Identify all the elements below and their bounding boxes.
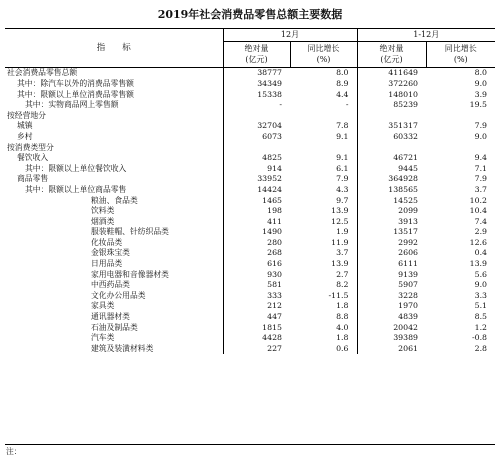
cell-ytd-abs: 2606: [357, 248, 426, 259]
row-label: 家用电器和音像器材类: [91, 269, 169, 279]
cell-dec-abs: 333: [223, 290, 290, 301]
cell-ytd-yoy: 0.4: [474, 248, 488, 258]
header-abs-label-ytd: 绝对量: [379, 44, 404, 53]
cell-dec-yoy: 4.0: [336, 322, 349, 332]
cell-ytd-abs: 138565: [357, 185, 426, 196]
cell-ytd-yoy: 10.2: [469, 195, 488, 205]
cell-ytd-abs: 2992: [357, 238, 426, 249]
table-row: [5, 153, 495, 164]
row-label: 服装鞋帽、针纺织品类: [91, 227, 169, 237]
table-row: [5, 227, 495, 238]
table-row: [5, 206, 495, 217]
header-abs-unit-ytd: (亿元): [380, 55, 403, 64]
table-row: [5, 132, 495, 143]
table-row: [5, 121, 495, 132]
cell-dec-abs: [223, 142, 290, 153]
cell-ytd-yoy: 8.5: [474, 312, 488, 322]
row-label: 文化办公用品类: [91, 290, 146, 300]
cell-ytd-yoy: 5.6: [474, 269, 488, 279]
header-indicator: 指 标: [5, 29, 223, 68]
cell-dec-yoy: 1.8: [336, 333, 349, 343]
cell-ytd-yoy: [426, 110, 495, 121]
header-yoy-dec: [290, 42, 357, 68]
cell-ytd-abs: 5907: [357, 280, 426, 291]
row-label: 其中：限额以上单位商品零售: [25, 184, 127, 194]
header-yoy-unit: (%): [316, 55, 331, 64]
row-label: 石油及制品类: [91, 322, 138, 332]
cell-ytd-abs: 46721: [357, 153, 426, 164]
cell-dec-yoy: 0.6: [336, 343, 349, 353]
cell-dec-abs: 268: [223, 248, 290, 259]
row-label: 金银珠宝类: [91, 248, 130, 258]
cell-dec-yoy: 13.9: [331, 206, 349, 216]
cell-dec-abs: 1815: [223, 322, 290, 333]
cell-dec-yoy: 4.4: [336, 89, 349, 99]
cell-dec-abs: 411: [223, 216, 290, 227]
row-label: 中西药品类: [91, 280, 130, 290]
cell-ytd-abs: 6111: [357, 259, 426, 270]
cell-ytd-abs: 3913: [357, 216, 426, 227]
table-row: [5, 195, 495, 206]
table-row: [5, 142, 495, 153]
cell-dec-yoy: [290, 142, 357, 153]
cell-ytd-yoy: 13.9: [469, 259, 488, 269]
cell-dec-yoy: 3.7: [336, 248, 349, 258]
cell-ytd-yoy: 19.5: [469, 100, 488, 110]
cell-ytd-abs: [357, 142, 426, 153]
cell-ytd-yoy: [426, 142, 495, 153]
row-label: 其中：限额以上单位消费品零售额: [17, 89, 134, 99]
row-label: 烟酒类: [91, 216, 115, 226]
header-abs-label: 绝对量: [244, 44, 269, 53]
row-label: 其中：限额以上单位餐饮收入: [25, 163, 127, 173]
row-label: 饮料类: [91, 206, 115, 216]
cell-dec-abs: 4428: [223, 333, 290, 344]
cell-dec-abs: 227: [223, 343, 290, 354]
cell-ytd-abs: 2099: [357, 206, 426, 217]
row-label: 按经营地分: [7, 110, 46, 120]
cell-dec-yoy: -: [345, 100, 349, 110]
cell-dec-abs: 14424: [223, 185, 290, 196]
cell-ytd-yoy: 7.1: [474, 163, 488, 173]
table-row: [5, 68, 495, 79]
row-label: 其中：实物商品网上零售额: [25, 100, 119, 110]
cell-ytd-yoy: 3.9: [474, 89, 488, 99]
cell-dec-abs: 581: [223, 280, 290, 291]
table-row: [5, 343, 495, 354]
row-label: 化妆品类: [91, 237, 123, 247]
cell-dec-abs: 1465: [223, 195, 290, 206]
cell-dec-yoy: 1.8: [336, 301, 349, 311]
cell-ytd-yoy: 12.6: [469, 237, 488, 247]
table-title: 2019年社会消费品零售总额主要数据: [157, 8, 343, 21]
cell-ytd-abs: 20042: [357, 322, 426, 333]
table-row: [5, 100, 495, 111]
cell-dec-yoy: 8.8: [336, 312, 349, 322]
cell-ytd-yoy: 9.0: [474, 78, 488, 88]
cell-dec-abs: 198: [223, 206, 290, 217]
cell-ytd-abs: [357, 110, 426, 121]
row-label: 日用品类: [91, 259, 123, 269]
row-label: 其中：除汽车以外的消费品零售额: [17, 78, 134, 88]
cell-ytd-abs: 39389: [357, 333, 426, 344]
table-row: [5, 110, 495, 121]
table-row: [5, 259, 495, 270]
cell-ytd-abs: 60332: [357, 132, 426, 143]
cell-ytd-abs: 9139: [357, 269, 426, 280]
table-row: [5, 163, 495, 174]
cell-ytd-yoy: -0.8: [471, 333, 488, 343]
header-yoy-label: 同比增长: [307, 44, 340, 53]
cell-ytd-yoy: 8.0: [474, 68, 488, 78]
cell-dec-abs: 930: [223, 269, 290, 280]
table-row: [5, 89, 495, 100]
cell-dec-yoy: 8.9: [336, 78, 349, 88]
bottom-rule: [5, 444, 495, 445]
cell-dec-abs: 212: [223, 301, 290, 312]
header-abs-ytd: [357, 42, 426, 68]
cell-dec-abs: 32704: [223, 121, 290, 132]
row-label: 粮油、食品类: [91, 195, 138, 205]
cell-dec-abs: 616: [223, 259, 290, 270]
cell-ytd-yoy: 9.4: [474, 153, 488, 163]
cell-dec-abs: 6073: [223, 132, 290, 143]
table-row: [5, 269, 495, 280]
cell-dec-yoy: 2.7: [336, 269, 349, 279]
cell-ytd-abs: 2061: [357, 343, 426, 354]
cell-ytd-abs: 13517: [357, 227, 426, 238]
table-row: [5, 238, 495, 249]
row-label: 通讯器材类: [91, 312, 130, 322]
row-label: 按消费类型分: [7, 142, 54, 152]
header-december: 12月: [223, 29, 357, 42]
cell-ytd-yoy: 7.9: [474, 121, 488, 131]
cell-ytd-abs: 4839: [357, 312, 426, 323]
cell-dec-yoy: 4.3: [336, 184, 349, 194]
cell-dec-yoy: 9.7: [336, 195, 349, 205]
cell-dec-abs: 1490: [223, 227, 290, 238]
table-row: [5, 185, 495, 196]
row-label: 家具类: [91, 301, 115, 311]
cell-ytd-abs: 14525: [357, 195, 426, 206]
table-row: [5, 312, 495, 323]
table-row: [5, 280, 495, 291]
table-row: [5, 216, 495, 227]
cell-dec-yoy: 7.8: [336, 121, 349, 131]
cell-ytd-yoy: 9.0: [474, 131, 488, 141]
row-label: 餐饮收入: [17, 153, 49, 163]
cell-ytd-yoy: 5.1: [474, 301, 488, 311]
table-row: [5, 333, 495, 344]
cell-dec-yoy: 9.1: [336, 131, 349, 141]
table-row: [5, 79, 495, 90]
cell-ytd-abs: 372260: [357, 79, 426, 90]
footnote: 注：: [6, 447, 22, 456]
row-label: 汽车类: [91, 333, 115, 343]
cell-ytd-yoy: 7.4: [474, 216, 488, 226]
cell-dec-yoy: 7.9: [336, 174, 349, 184]
cell-ytd-yoy: 3.3: [474, 290, 488, 300]
row-label: 城镇: [17, 121, 33, 131]
cell-dec-abs: -: [223, 100, 290, 111]
cell-ytd-yoy: 9.0: [474, 280, 488, 290]
cell-ytd-abs: 85239: [357, 100, 426, 111]
cell-dec-abs: [223, 110, 290, 121]
table-row: [5, 174, 495, 185]
cell-dec-yoy: 13.9: [331, 259, 349, 269]
cell-dec-yoy: 8.0: [336, 68, 349, 78]
cell-dec-abs: 38777: [223, 68, 290, 79]
cell-dec-abs: 33952: [223, 174, 290, 185]
cell-dec-abs: 914: [223, 163, 290, 174]
header-yoy-ytd: [426, 42, 495, 68]
table-row: [5, 290, 495, 301]
cell-ytd-yoy: 1.2: [474, 322, 488, 332]
row-label: 社会消费品零售总额: [7, 68, 78, 78]
table-body: [5, 68, 495, 355]
cell-dec-yoy: 11.9: [331, 237, 349, 247]
cell-ytd-abs: 351317: [357, 121, 426, 132]
header-abs-unit: (亿元): [245, 55, 268, 64]
cell-dec-abs: 15338: [223, 89, 290, 100]
cell-ytd-yoy: 3.7: [474, 184, 488, 194]
cell-ytd-abs: 3228: [357, 290, 426, 301]
cell-dec-yoy: 12.5: [331, 216, 349, 226]
cell-ytd-yoy: 7.9: [474, 174, 488, 184]
header-yoy-label-ytd: 同比增长: [444, 44, 477, 53]
row-label: 建筑及装潢材料类: [91, 343, 154, 353]
cell-ytd-abs: 9445: [357, 163, 426, 174]
header-yoy-unit-ytd: (%): [453, 55, 468, 64]
cell-ytd-abs: 411649: [357, 68, 426, 79]
cell-ytd-abs: 148010: [357, 89, 426, 100]
data-table: [5, 28, 495, 354]
cell-ytd-abs: 1970: [357, 301, 426, 312]
cell-dec-yoy: 6.1: [336, 163, 349, 173]
table-row: [5, 301, 495, 312]
cell-dec-yoy: -11.5: [328, 290, 349, 300]
table-row: [5, 322, 495, 333]
cell-dec-abs: 4825: [223, 153, 290, 164]
table-row: [5, 248, 495, 259]
cell-dec-yoy: 8.2: [336, 280, 349, 290]
header-year-to-date: 1-12月: [357, 29, 495, 42]
cell-dec-abs: 280: [223, 238, 290, 249]
row-label: 商品零售: [17, 174, 49, 184]
header-abs-dec: [223, 42, 290, 68]
cell-dec-abs: 34349: [223, 79, 290, 90]
cell-dec-yoy: 9.1: [336, 153, 349, 163]
cell-ytd-yoy: 2.9: [474, 227, 488, 237]
cell-dec-yoy: [290, 110, 357, 121]
cell-ytd-abs: 364928: [357, 174, 426, 185]
cell-dec-abs: 447: [223, 312, 290, 323]
cell-ytd-yoy: 2.8: [474, 343, 488, 353]
cell-dec-yoy: 1.9: [336, 227, 349, 237]
row-label: 乡村: [17, 131, 33, 141]
cell-ytd-yoy: 10.4: [469, 206, 488, 216]
